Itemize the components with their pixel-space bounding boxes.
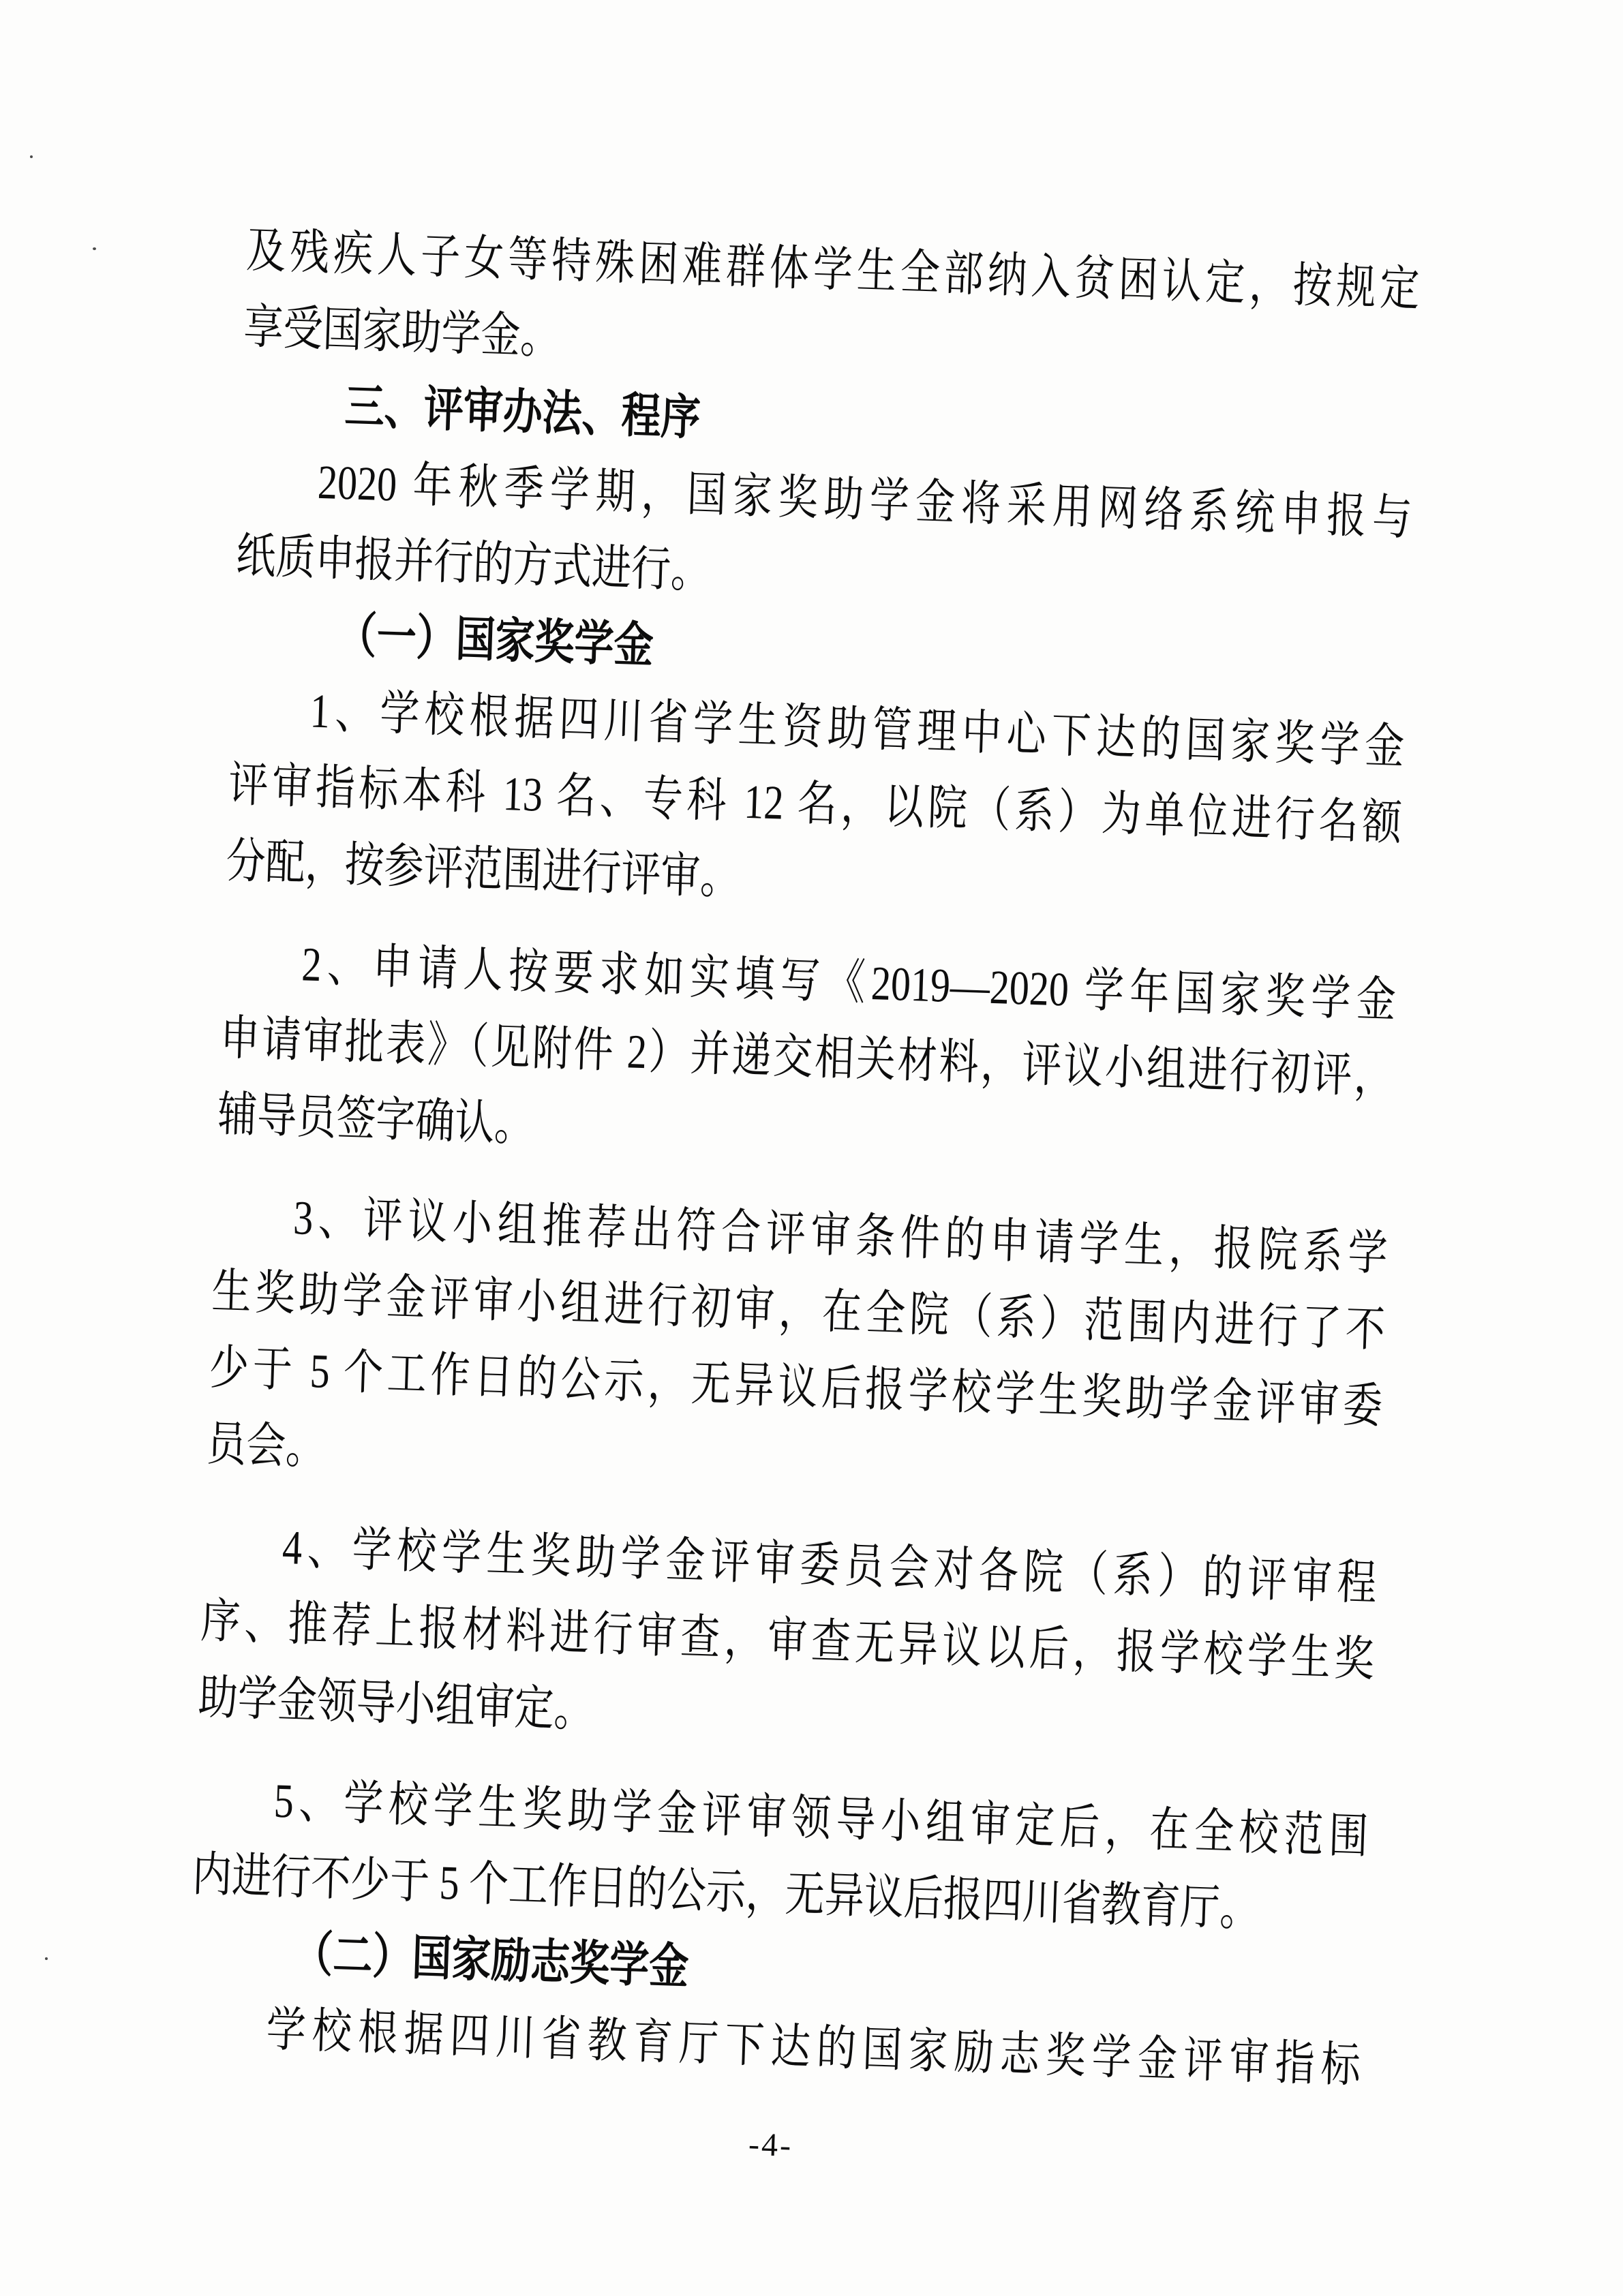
text-line: 生奖助学金评审小组进行初审，在全院（系）范围内进行了不 [211, 1264, 1386, 1358]
section-heading: （一）国家奖学金 [336, 608, 654, 673]
scan-speckle [30, 155, 33, 158]
text-line: 员会。 [205, 1416, 327, 1475]
text-line: 序、推荐上报材料进行审查，审查无异议以后，报学校学生奖 [200, 1593, 1376, 1687]
text-line: 1、学校根据四川省学生资助管理中心下达的国家奖学金 [309, 684, 1406, 774]
text-line: 评审指标本科 13 名、专科 12 名，以院（系）为单位进行名额 [228, 757, 1403, 851]
section-heading: （二）国家励志奖学金 [292, 1927, 690, 1994]
scan-speckle [93, 247, 96, 250]
text-block [183, 217, 1421, 2189]
text-line: 2020 年秋季学期，国家奖助学金将采用网络系统申报与 [316, 455, 1413, 545]
text-line: 2、申请人按要求如实填写《2019—2020 学年国家奖学金 [301, 936, 1397, 1028]
text-line: 4、学校学生奖助学金评审委员会对各院（系）的评审程 [281, 1520, 1378, 1610]
text-line: 内进行不少于 5 个工作日的公示，无异议后报四川省教育厅。 [192, 1847, 1260, 1937]
text-line: 辅导员签字确认。 [217, 1086, 535, 1152]
text-line: 3、评议小组推荐出符合评审条件的申请学生，报院系学 [292, 1190, 1389, 1281]
section-heading: 三、评审办法、程序 [344, 379, 701, 446]
scan-speckle [45, 1957, 48, 1960]
text-line: 享受国家助学金。 [243, 299, 561, 365]
text-line: 5、学校学生奖助学金评审领导小组审定后，在全校范围 [273, 1773, 1369, 1864]
text-line: 学校根据四川省教育厅下达的国家励志奖学金评审指标 [265, 2002, 1362, 2093]
text-line: 分配，按参评范围进行评审。 [225, 833, 741, 905]
text-line: 纸质申报并行的方式进行。 [235, 528, 712, 598]
page-number: -4- [748, 2126, 793, 2164]
text-line: 申请审批表》（见附件 2）并递交相关材料，评议小组进行初评， [219, 1010, 1395, 1104]
text-line: 助学金领导小组审定。 [197, 1670, 594, 1737]
text-line: 少于 5 个工作日的公示，无异议后报学校学生奖助学金评审委 [208, 1340, 1384, 1434]
text-line: 及残疾人子女等特殊困难群体学生全部纳入贫困认定，按规定 [245, 223, 1421, 316]
